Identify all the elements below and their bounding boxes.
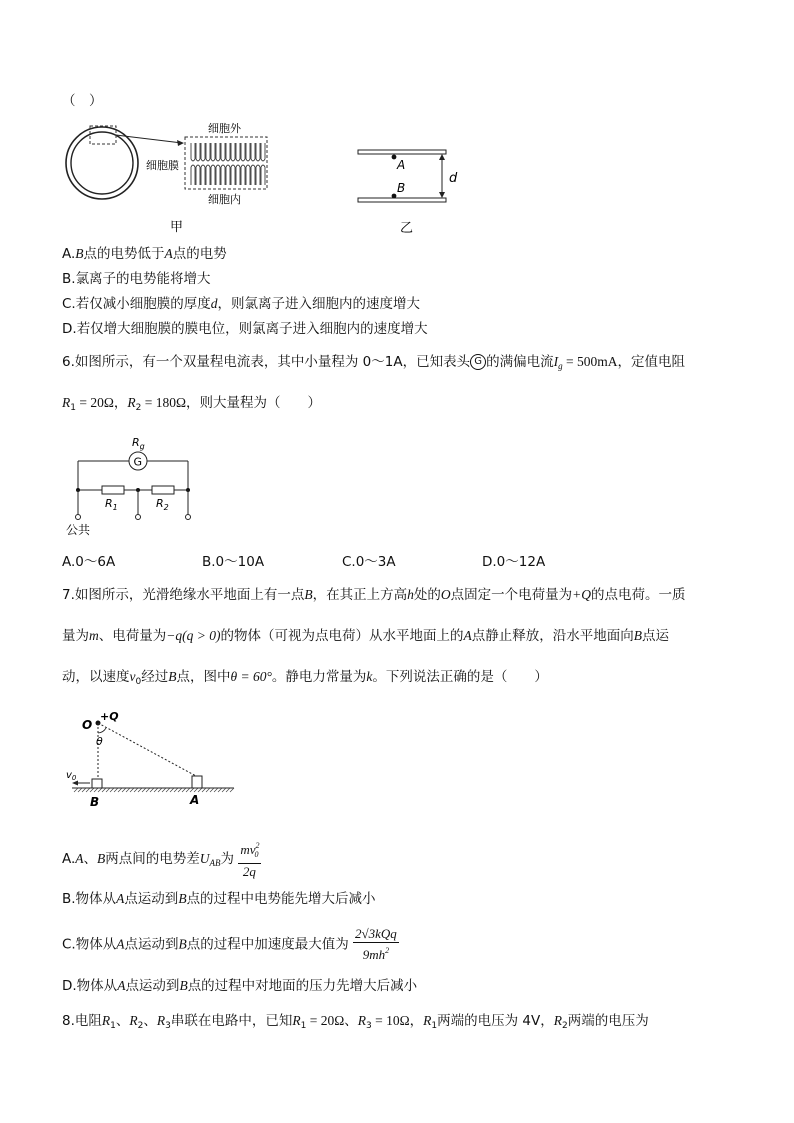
q6-stem-line1: 6.如图所示，有一个双量程电流表，其中小量程为 0～1A，已知表头 G 的满偏电流$I_g = 500mA$，定值电阻 [62, 354, 685, 371]
block-at-a [192, 776, 202, 788]
lipid-strand [196, 143, 200, 185]
hatch-line [122, 788, 126, 792]
label-plus-q: +Q [100, 710, 119, 723]
hatch-line [230, 788, 234, 792]
lipid-strand [211, 143, 215, 185]
hatch-line [126, 788, 130, 792]
q7-option-c-fraction: $\frac{\text{2√3kQq}}{9mh^2}$ [355, 926, 397, 962]
q6-stem-line2: $R_1 = 20\Omega$，$R_2 = 180\Omega$，则大量程为（ ） [62, 395, 322, 413]
q6-option-c: C.0～3A [342, 554, 396, 570]
q7-option-d: D.物体从A点运动到B点的过程中对地面的压力先增大后减小 [62, 978, 418, 994]
hatch-line [186, 788, 190, 792]
label-b: B [397, 181, 406, 195]
hatch-line [90, 788, 94, 792]
hatch-line [154, 788, 158, 792]
hatch-line [118, 788, 122, 792]
resistor-r1 [102, 486, 124, 494]
hatch-line [206, 788, 210, 792]
q5-option-c: C.若仅减小细胞膜的厚度d，则氯离子进入细胞内的速度增大 [62, 296, 420, 312]
hatch-line [202, 788, 206, 792]
hatch-line [178, 788, 182, 792]
cell-ring-outer [66, 127, 138, 199]
lipid-strand [191, 143, 195, 185]
hatch-line [142, 788, 146, 792]
caption-jia: 甲 [170, 220, 184, 235]
caption-yi: 乙 [400, 221, 414, 236]
figure-point-charge [62, 706, 242, 810]
lipid-strand [221, 143, 225, 185]
cell-ring-inner [71, 132, 133, 194]
label-d: d [449, 171, 458, 186]
answer-bracket: （ ） [62, 93, 103, 109]
label-o: O [82, 718, 93, 732]
q7-stem-line1: 7.如图所示，光滑绝缘水平地面上有一点B，在其正上方高h处的O点固定一个电荷量为+Q的点电荷。一质 [62, 587, 686, 603]
lipid-strand [236, 143, 240, 185]
hatch-line [138, 788, 142, 792]
lipid-strand [216, 143, 220, 185]
hatch-line [182, 788, 186, 792]
meter-g-icon: G [470, 354, 486, 370]
hatch-line [74, 788, 78, 792]
hatch-line [102, 788, 106, 792]
figure-ammeter-circuit [62, 434, 202, 540]
hatch-line [198, 788, 202, 792]
outside-label: 细胞外 [208, 122, 241, 135]
hatch-line [194, 788, 198, 792]
hatch-line [82, 788, 86, 792]
figure-yi [350, 140, 480, 240]
terminal-right [186, 515, 191, 520]
label-v0: $v_0$ [66, 770, 77, 782]
membrane-label: 细胞膜 [146, 159, 179, 172]
q6-option-a: A.0～6A [62, 554, 116, 570]
point-a [392, 155, 397, 160]
terminal-common [76, 515, 81, 520]
hatch-line [158, 788, 162, 792]
resistor-r2 [152, 486, 174, 494]
membrane-lipids [191, 143, 265, 185]
q5-option-a: A.B点的电势低于A点的电势 [62, 246, 227, 262]
q6-option-b: B.0～10A [202, 554, 265, 570]
q7-stem-line2: 量为m、电荷量为−q(q > 0)的物体（可视为点电荷）从水平地面上的A点静止释放，沿水平地面向B点运 [62, 628, 669, 644]
hatch-line [98, 788, 102, 792]
inside-label: 细胞内 [208, 193, 241, 206]
q8-stem: 8.电阻$R_1$、$R_2$、$R_3$串联在电路中，已知$R_1 = 20\Omega$、$R_3 = 10\Omega$，$R_1$两端的电压为 4V，$R_2$两端的电压为 [62, 1013, 649, 1031]
lipid-strand [201, 143, 205, 185]
r2-label: $R_2$ [156, 497, 169, 512]
hatch-line [226, 788, 230, 792]
q5-option-d: D.若仅增大细胞膜的膜电位，则氯离子进入细胞内的速度增大 [62, 321, 428, 337]
q7-option-a-fraction: $\frac{mv^2_0}{2q}$ [238, 838, 260, 880]
label-b-ground: B [90, 795, 100, 809]
q7-option-a: A.A、B两点间的电势差$U_{AB}$为 $\frac{mv^2_0}{2q}$ [62, 838, 261, 880]
hatch-line [106, 788, 110, 792]
hatch-line [222, 788, 226, 792]
hatch-line [94, 788, 98, 792]
q6-option-d: D.0～12A [482, 554, 546, 570]
common-label: 公共 [66, 523, 91, 537]
q7-option-c: C.物体从A点运动到B点的过程中加速度最大值为 $\frac{\text{2√3kQq}}{9mh^2}$ [62, 926, 397, 962]
bottom-plate [358, 198, 446, 202]
lipid-strand [256, 143, 260, 185]
hatch-line [210, 788, 214, 792]
q5-option-b: B.氯离子的电势能将增大 [62, 271, 211, 287]
label-a-ground: A [190, 793, 200, 807]
rg-label: $R_g$ [132, 436, 145, 451]
block-at-b [92, 779, 102, 788]
hatch-line [110, 788, 114, 792]
lipid-strand [241, 143, 245, 185]
hatch-line [146, 788, 150, 792]
hatch-line [130, 788, 134, 792]
lipid-strand [246, 143, 250, 185]
hatch-line [150, 788, 154, 792]
lipid-strand [206, 143, 210, 185]
hatch-line [218, 788, 222, 792]
galvanometer-label: G [133, 455, 143, 469]
lipid-strand [251, 143, 255, 185]
q7-option-b: B.物体从A点运动到B点的过程中电势能先增大后减小 [62, 891, 376, 907]
hatch-line [174, 788, 178, 792]
top-plate [358, 150, 446, 154]
lipid-strand [261, 143, 265, 185]
figure-jia [60, 115, 290, 235]
hatch-line [78, 788, 82, 792]
slant-dashed-line [98, 723, 196, 776]
hatch-line [134, 788, 138, 792]
r1-label: $R_1$ [105, 497, 118, 512]
hatch-line [170, 788, 174, 792]
hatch-line [166, 788, 170, 792]
hatch-line [162, 788, 166, 792]
hatch-line [190, 788, 194, 792]
terminal-mid [136, 515, 141, 520]
point-b [392, 194, 397, 199]
hatch-line [114, 788, 118, 792]
lipid-strand [226, 143, 230, 185]
label-theta: θ [96, 735, 103, 748]
hatch-line [214, 788, 218, 792]
lipid-strand [231, 143, 235, 185]
label-a: A [397, 158, 406, 172]
zoom-arrow [116, 135, 182, 143]
hatch-line [86, 788, 90, 792]
ground-hatch [74, 788, 234, 792]
q7-stem-line3: 动，以速度$v_0$经过B点，图中θ = 60°。静电力常量为k。下列说法正确的是（ ） [62, 669, 548, 687]
